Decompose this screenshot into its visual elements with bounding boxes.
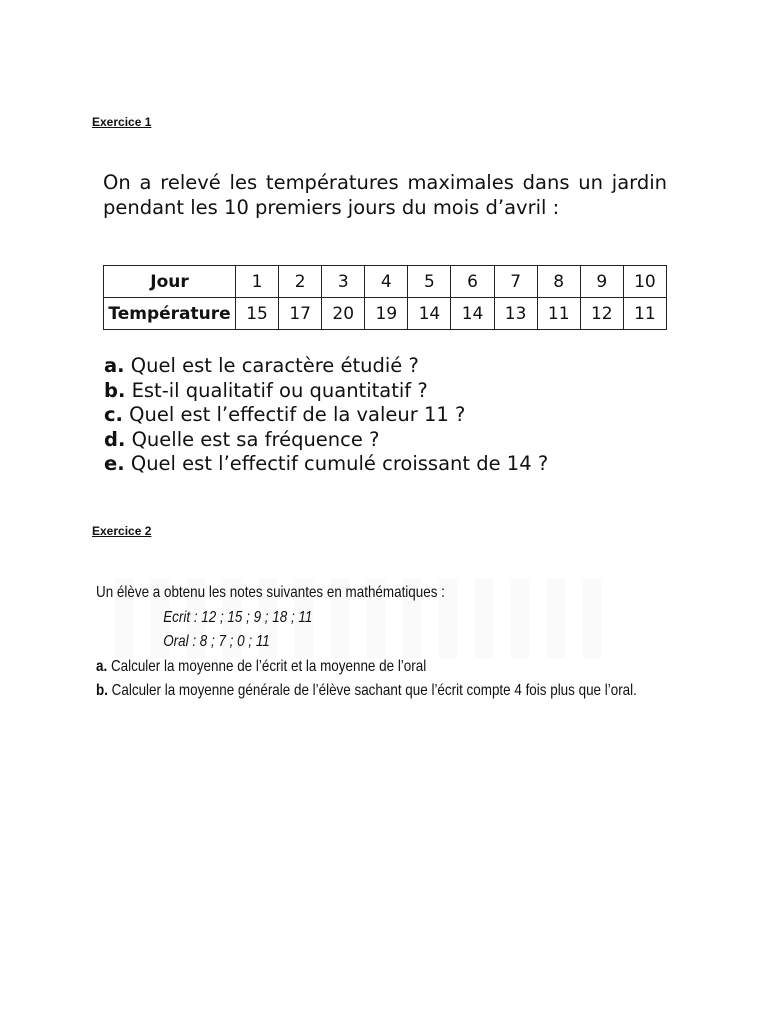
question-letter: c. <box>104 403 123 426</box>
exercise-2-title: Exercice 2 <box>92 524 152 538</box>
oral-grades: Oral : 8 ; 7 ; 0 ; 11 <box>163 633 270 650</box>
temperature-cell: 13 <box>494 298 537 330</box>
temperature-cell: 19 <box>365 298 408 330</box>
question-letter: e. <box>104 452 125 475</box>
day-cell: 5 <box>408 266 451 298</box>
day-cell: 6 <box>451 266 494 298</box>
day-cell: 4 <box>365 266 408 298</box>
temperature-cell: 14 <box>408 298 451 330</box>
exercise-1-intro: On a relevé les températures maximales dans un jardin pendant les 10 premiers jours du mois d’avril : <box>103 171 667 219</box>
question-item <box>104 379 548 404</box>
question-text: Quel est l’effectif de la valeur 11 ? <box>122 403 466 426</box>
question-letter: b. <box>96 682 108 699</box>
temperature-cell: 11 <box>537 298 580 330</box>
table-row-temperatures <box>104 298 667 330</box>
question-letter: a. <box>104 354 125 377</box>
row-label-temperature: Température <box>104 298 236 330</box>
question-letter: d. <box>104 427 126 451</box>
row-label-jour: Jour <box>104 266 236 298</box>
question-item <box>104 354 548 379</box>
day-cell: 7 <box>494 266 537 298</box>
question-text: Est-il qualitatif ou quantitatif ? <box>125 378 428 402</box>
temperature-cell: 14 <box>451 298 494 330</box>
question-text: Calculer la moyenne générale de l’élève sachant que l’écrit compte 4 fois plus que l’oral. <box>107 682 637 699</box>
question-text: Quel est l’effectif cumulé croissant de 14 ? <box>124 452 549 475</box>
temperature-cell: 12 <box>580 298 623 330</box>
temperature-cell: 11 <box>623 298 666 330</box>
day-cell: 1 <box>236 266 279 298</box>
ecrit-grades: Ecrit : 12 ; 15 ; 9 ; 18 ; 11 <box>163 608 313 626</box>
exercise-1-title: Exercice 1 <box>92 115 152 129</box>
question-item <box>96 655 550 680</box>
question-text: Quelle est sa fréquence ? <box>125 427 380 451</box>
temperature-table <box>103 265 667 330</box>
day-cell: 3 <box>322 266 365 298</box>
day-cell: 9 <box>580 266 623 298</box>
temperature-cell: 20 <box>322 298 365 330</box>
question-letter: b. <box>104 378 126 402</box>
exercise-1-questions <box>104 354 548 477</box>
exercise-2-body <box>96 581 637 704</box>
day-cell: 8 <box>537 266 580 298</box>
question-item <box>104 403 548 428</box>
question-text: Quel est le caractère étudié ? <box>124 354 419 377</box>
question-letter: a. <box>96 657 108 675</box>
exercise-2-intro: Un élève a obtenu les notes suivantes en mathématiques : <box>96 584 445 601</box>
question-text: Calculer la moyenne de l’écrit et la moyenne de l’oral <box>107 657 427 675</box>
temperature-cell: 17 <box>279 298 322 330</box>
question-item <box>104 428 548 453</box>
day-cell: 10 <box>623 266 666 298</box>
temperature-cell: 15 <box>236 298 279 330</box>
day-cell: 2 <box>279 266 322 298</box>
question-item <box>96 679 637 704</box>
table-row-days <box>104 266 667 298</box>
question-item <box>104 452 548 477</box>
